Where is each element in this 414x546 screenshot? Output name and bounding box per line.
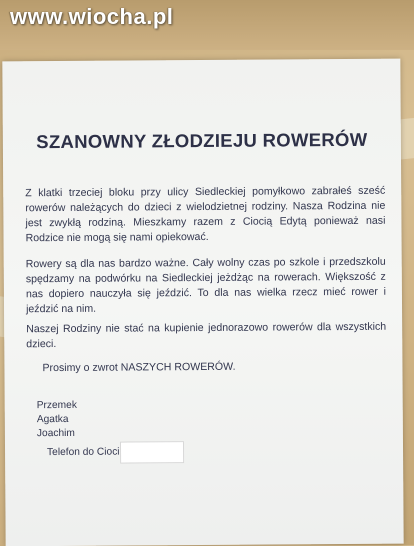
signature-name: Przemek <box>36 399 77 412</box>
phone-label: Telefon do Cioci <box>47 446 120 459</box>
signature-name: Joachim <box>36 427 75 440</box>
notice-paragraph: Naszej Rodziny nie stać na kupienie jednorazowo rowerów dla wszystkich dzieci. <box>26 320 387 351</box>
notice-paragraph: Z klatki trzeciej bloku przy ulicy Siedleckiej pomyłkowo zabrałeś sześć rowerów należących do dzieci z wielodzietnej rodziny. Nasza Rodzina nie jest zwykłą rodziną. Mieszkamy razem z Ciocią Edytą ponieważ nasi Rodzice nie mogą się nami opiekować. <box>25 184 386 245</box>
redacted-phone-box <box>120 441 184 463</box>
notice-paper <box>2 59 403 546</box>
notice-title: SZANOWNY ZŁODZIEJU ROWERÓW <box>36 128 368 153</box>
notice-paragraph: Prosimy o zwrot NASZYCH ROWERÓW. <box>42 360 236 375</box>
notice-paragraph: Rowery są dla nas bardzo ważne. Cały wolny czas po szkole i przedszkolu spędzamy na podwórku na Siedleckiej jeżdżąc na rowerach. Większość z nas dopiero nauczyła się jeździć. To dla nas wielka rzecz mieć rower i jeździć na nim. <box>25 255 386 316</box>
site-watermark: www.wiocha.pl <box>10 4 174 29</box>
signature-name: Agatka <box>36 413 69 426</box>
